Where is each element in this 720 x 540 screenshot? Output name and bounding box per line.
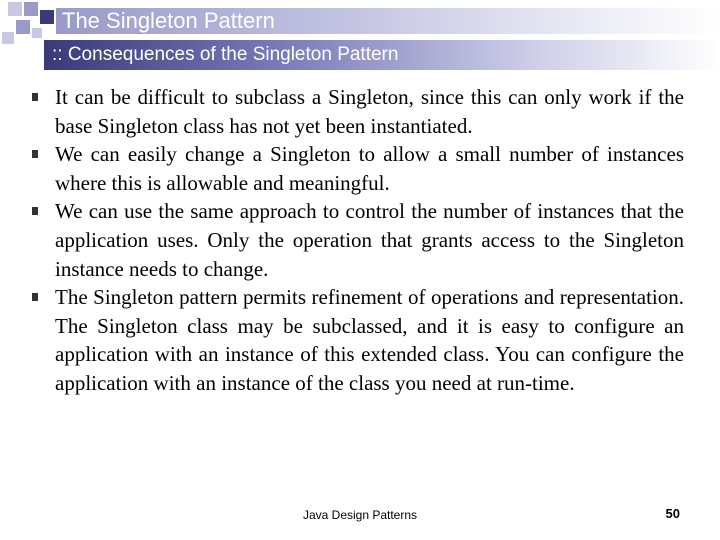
square-bullet-icon <box>32 93 38 101</box>
bullet-item <box>55 140 684 197</box>
square-bullet-icon <box>32 207 38 215</box>
square-bullet-icon <box>32 293 38 301</box>
bullet-item <box>55 83 684 140</box>
slide-title: The Singleton Pattern <box>62 8 275 33</box>
bullet-item <box>55 283 684 397</box>
bullet-text: It can be difficult to subclass a Singleton, since this can only work if the base Singleton class has not yet been instantiated. <box>55 85 684 138</box>
page-number: 50 <box>665 506 680 521</box>
slide-subtitle: :: Consequences of the Singleton Pattern <box>52 44 399 65</box>
deco-square <box>40 10 54 24</box>
deco-square <box>16 20 30 34</box>
square-bullet-icon <box>32 150 38 158</box>
deco-square <box>2 32 14 44</box>
bullet-text: We can easily change a Singleton to allow a small number of instances where this is allowable and meaningful. <box>55 142 684 195</box>
deco-square <box>8 2 22 16</box>
deco-square <box>32 28 42 38</box>
footer-text: Java Design Patterns <box>302 508 418 522</box>
bullet-text: We can use the same approach to control the number of instances that the application uses. Only the operation that grants access to the Singleton instance needs to change. <box>55 199 684 281</box>
bullet-item <box>55 197 684 283</box>
bullet-list <box>0 83 720 398</box>
deco-square <box>24 2 38 16</box>
bullet-text: The Singleton pattern permits refinement of operations and representation. The Singleton class may be subclassed, and it is easy to configure an application with an instance of this extended class. You can configure the application with an instance of the class you need at run-time. <box>55 285 684 395</box>
